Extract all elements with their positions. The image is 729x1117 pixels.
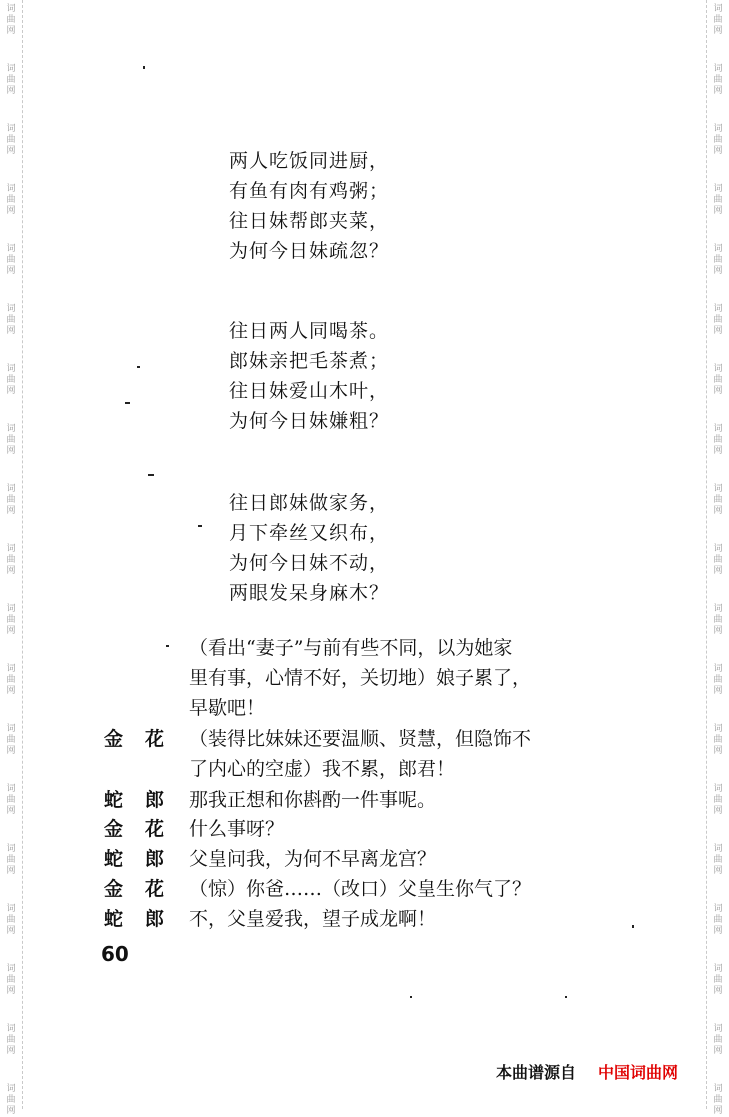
speaker-name: 金 花	[104, 728, 165, 750]
scan-speck	[125, 402, 130, 404]
dialogue-row	[104, 874, 531, 904]
stage-direction-line: 里有事，心情不好，关切地）娘子累了，	[189, 667, 532, 689]
watermark-text: 词 曲 网	[6, 64, 16, 96]
scan-speck	[198, 525, 202, 527]
dialogue-text: （装得比妹妹还要温顺、贤慧，但隐饰不	[189, 728, 532, 750]
watermark-text: 词 曲 网	[713, 844, 723, 876]
verse-line: 为何今日妹嫌粗？	[229, 410, 390, 432]
watermark-text: 词 曲 网	[6, 664, 16, 696]
watermark-text: 词 曲 网	[713, 184, 723, 216]
stage-direction-line: 早歇吧！	[189, 697, 266, 719]
verse-line: 两人吃饭同进厨，	[229, 150, 390, 172]
watermark-text: 词 曲 网	[713, 4, 723, 36]
watermark-text: 词 曲 网	[6, 4, 16, 36]
scan-speck	[143, 66, 145, 69]
verse-line: 往日妹帮郎夹菜，	[229, 210, 390, 232]
watermark-text: 词 曲 网	[6, 484, 16, 516]
verse-line: 为何今日妹疏忽？	[229, 240, 390, 262]
watermark-text: 词 曲 网	[6, 184, 16, 216]
scan-speck	[565, 996, 567, 998]
dialogue-row	[104, 904, 436, 934]
watermark-text: 词 曲 网	[6, 1084, 16, 1116]
watermark-text: 词 曲 网	[713, 784, 723, 816]
source-attribution	[496, 1060, 678, 1083]
speaker-name: 蛇 郎	[104, 908, 165, 930]
site-name: 中国词曲网	[598, 1063, 679, 1082]
stage-direction-line: （看出“妻子”与前有些不同，以为她家	[189, 637, 513, 659]
watermark-text: 词 曲 网	[713, 664, 723, 696]
watermark-text: 词 曲 网	[6, 844, 16, 876]
verse-line: 两眼发呆身麻木？	[229, 582, 390, 604]
verse-line: 为何今日妹不动，	[229, 552, 390, 574]
watermark-text: 词 曲 网	[713, 964, 723, 996]
watermark-text: 词 曲 网	[713, 424, 723, 456]
verse-line: 月下牵丝又织布，	[229, 522, 390, 544]
scan-speck	[632, 925, 634, 928]
verse-stanza-2	[229, 316, 389, 436]
scan-speck	[410, 996, 412, 998]
dialogue-text: 什么事呀？	[189, 818, 285, 840]
speaker-name: 蛇 郎	[104, 848, 165, 870]
watermark-text: 词 曲 网	[6, 244, 16, 276]
watermark-text: 词 曲 网	[713, 364, 723, 396]
stage-direction	[189, 633, 559, 723]
watermark-text: 词 曲 网	[713, 604, 723, 636]
watermark-text: 词 曲 网	[6, 904, 16, 936]
watermark-text: 词 曲 网	[6, 304, 16, 336]
watermark-text: 词 曲 网	[6, 604, 16, 636]
dialogue-row	[104, 785, 436, 815]
dialogue-text: 那我正想和你斟酌一件事呢。	[189, 789, 437, 811]
watermark-text: 词 曲 网	[713, 484, 723, 516]
verse-line: 郎妹亲把毛茶煮；	[229, 350, 390, 372]
speaker-name: 金 花	[104, 878, 165, 900]
watermark-text: 词 曲 网	[713, 544, 723, 576]
watermark-text: 词 曲 网	[713, 64, 723, 96]
watermark-text: 词 曲 网	[6, 124, 16, 156]
speaker-name: 金 花	[104, 818, 165, 840]
dialogue-text: 父皇问我，为何不早离龙宫？	[189, 848, 437, 870]
source-label: 本曲谱源自	[496, 1063, 577, 1082]
right-margin-watermark	[706, 0, 729, 1116]
dialogue-continuation: 了内心的空虚）我不累，郎君！	[189, 758, 456, 780]
scan-speck	[166, 645, 169, 647]
scan-speck	[148, 474, 154, 476]
verse-stanza-1	[229, 146, 389, 266]
watermark-text: 词 曲 网	[713, 124, 723, 156]
watermark-text: 词 曲 网	[6, 424, 16, 456]
watermark-text: 词 曲 网	[713, 304, 723, 336]
watermark-text: 词 曲 网	[6, 784, 16, 816]
scan-speck	[137, 366, 140, 368]
watermark-text: 词 曲 网	[713, 1084, 723, 1116]
dialogue-text: 不，父皇爱我，望子成龙啊！	[189, 908, 437, 930]
watermark-text: 词 曲 网	[6, 724, 16, 756]
watermark-text: 词 曲 网	[713, 724, 723, 756]
verse-line: 往日妹爱山木叶，	[229, 380, 390, 402]
verse-stanza-3	[229, 488, 389, 608]
watermark-text: 词 曲 网	[713, 244, 723, 276]
dialogue-row	[104, 814, 284, 844]
dialogue-text: （惊）你爸……（改口）父皇生你气了？	[189, 878, 532, 900]
watermark-text: 词 曲 网	[6, 544, 16, 576]
watermark-text: 词 曲 网	[713, 1024, 723, 1056]
dialogue-row	[104, 724, 531, 754]
dialogue-row	[104, 844, 436, 874]
watermark-text: 词 曲 网	[6, 364, 16, 396]
speaker-name: 蛇 郎	[104, 789, 165, 811]
left-margin-watermark	[0, 0, 23, 1116]
page-number: 60	[101, 942, 129, 966]
verse-line: 往日两人同喝茶。	[229, 320, 390, 342]
watermark-text: 词 曲 网	[713, 904, 723, 936]
watermark-text: 词 曲 网	[6, 1024, 16, 1056]
verse-line: 往日郎妹做家务，	[229, 492, 390, 514]
watermark-text: 词 曲 网	[6, 964, 16, 996]
verse-line: 有鱼有肉有鸡粥；	[229, 180, 390, 202]
